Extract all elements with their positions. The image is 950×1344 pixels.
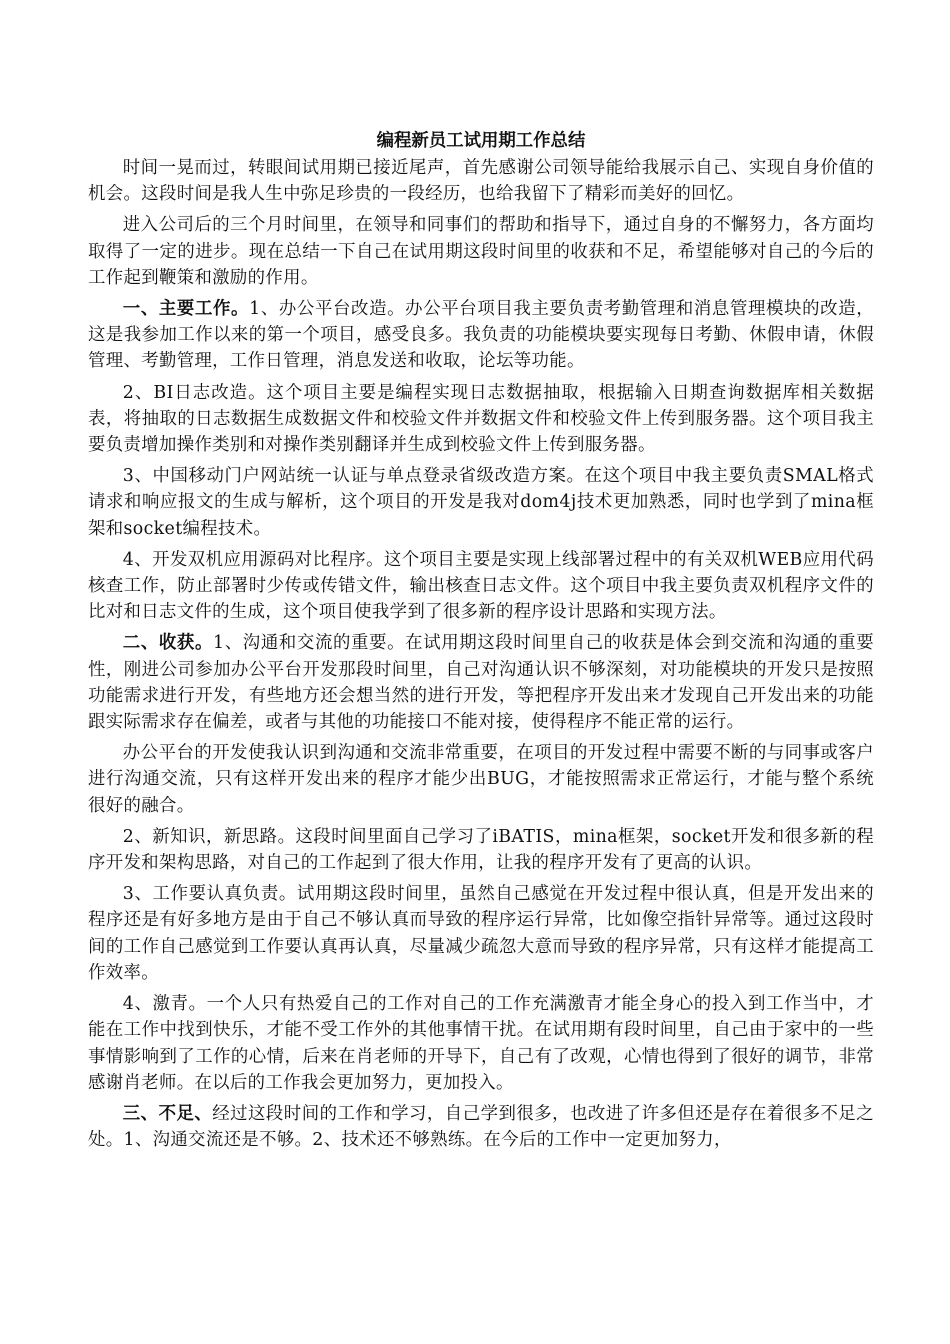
paragraph xyxy=(88,155,874,207)
paragraph xyxy=(88,547,874,626)
paragraph-text: 3、中国移动门户网站统一认证与单点登录省级改造方案。在这个项目中我主要负责SMAL格式请求和响应报文的生成与解析，这个项目的开发是我对dom4j技术更加熟悉，同时也学到了mina框架和socket编程技术。 xyxy=(88,466,874,539)
paragraph-text: 4、开发双机应用源码对比程序。这个项目主要是实现上线部署过程中的有关双机WEB应用代码核查工作，防止部署时少传或传错文件，输出核查日志文件。这个项目中我主要负责双机程序文件的比对和日志文件的生成，这个项目使我学到了很多新的程序设计思路和实现方法。 xyxy=(88,549,874,623)
paragraph xyxy=(88,296,874,375)
paragraph-text: 经过这段时间的工作和学习，自己学到很多，也改进了许多但还是存在着很多不足之处。1、沟通交流还是不够。2、技术还不够熟练。在今后的工作中一定更加努力， xyxy=(88,1103,874,1151)
paragraph xyxy=(88,824,874,876)
section-heading: 三、不足、 xyxy=(122,1103,213,1124)
section-heading: 二、收获。 xyxy=(122,633,214,654)
document-title: 编程新员工试用期工作总结 xyxy=(376,131,586,151)
paragraph xyxy=(88,740,874,819)
paragraph xyxy=(88,1101,874,1153)
paragraph-text: 办公平台的开发使我认识到沟通和交流非常重要，在项目的开发过程中需要不断的与同事或客户进行沟通交流，只有这样开发出来的程序才能少出BUG，才能按照需求正常运行，才能与整个系统很好的融合。 xyxy=(88,743,874,816)
paragraph-text: 4、激青。一个人只有热爱自己的工作对自己的工作充满激青才能全身心的投入到工作当中，才能在工作中找到快乐，才能不受工作外的其他事情干扰。在试用期有段时间里，自己由于家中的一些事情影响到了工作的心情，后来在肖老师的开导下，自己有了改观，心情也得到了很好的调节，非常感谢肖老师。在以后的工作我会更加努力，更加投入。 xyxy=(88,994,874,1093)
paragraph-text: 3、工作要认真负责。试用期这段时间里，虽然自己感觉在开发过程中很认真，但是开发出来的程序还是有好多地方是由于自己不够认真而导致的程序运行异常，比如像空指针异常等。通过这段时间的工作自己感觉到工作要认真再认真，尽量减少疏忽大意而导致的程序异常，只有这样才能提高工作效率。 xyxy=(88,884,874,983)
paragraph-text: 1、沟通和交流的重要。在试用期这段时间里自己的收获是体会到交流和沟通的重要性，刚进公司参加办公平台开发那段时间里，自己对沟通认识不够深刻，对功能模块的开发只是按照功能需求进行开发，有些地方还会想当然的进行开发，等把程序开发出来才发现自己开发出来的功能跟实际需求存在偏差，或者与其他的功能接口不能对接，使得程序不能正常的运行。 xyxy=(88,633,874,733)
section-heading: 一、主要工作。 xyxy=(122,299,250,320)
paragraph xyxy=(88,380,874,459)
paragraph-text: 1、办公平台改造。办公平台项目我主要负责考勤管理和消息管理模块的改造，这是我参加工作以来的第一个项目，感受良多。我负责的功能模块要实现每日考勤、休假申请，休假管理、考勤管理，工作日管理，消息发送和收取，论坛等功能。 xyxy=(88,299,874,372)
paragraph-text: 时间一晃而过，转眼间试用期已接近尾声，首先感谢公司领导能给我展示自己、实现自身价值的机会。这段时间是我人生中弥足珍贵的一段经历，也给我留下了精彩而美好的回忆。 xyxy=(88,158,874,205)
paragraph xyxy=(88,991,874,1096)
paragraph-text: 2、新知识，新思路。这段时间里面自己学习了iBATIS，mina框架，socket开发和很多新的程序开发和架构思路，对自己的工作起到了很大作用，让我的程序开发有了更高的认识。 xyxy=(88,826,874,874)
paragraph-text: 进入公司后的三个月时间里，在领导和同事们的帮助和指导下，通过自身的不懈努力，各方面均取得了一定的进步。现在总结一下自己在试用期这段时间里的收获和不足，希望能够对自己的今后的工作起到鞭策和激励的作用。 xyxy=(88,215,874,288)
paragraph xyxy=(88,463,874,542)
paragraph xyxy=(88,212,874,291)
paragraph xyxy=(88,881,874,986)
paragraph xyxy=(88,630,874,735)
document-page xyxy=(88,128,874,1158)
paragraph-text: 2、BI日志改造。这个项目主要是编程实现日志数据抽取，根据输入日期查询数据库相关数据表，将抽取的日志数据生成数据文件和校验文件并数据文件和校验文件上传到服务器。这个项目我主要负责增加操作类别和对操作类别翻译并生成到校验文件上传到服务器。 xyxy=(88,382,874,456)
document-body xyxy=(88,155,874,1153)
